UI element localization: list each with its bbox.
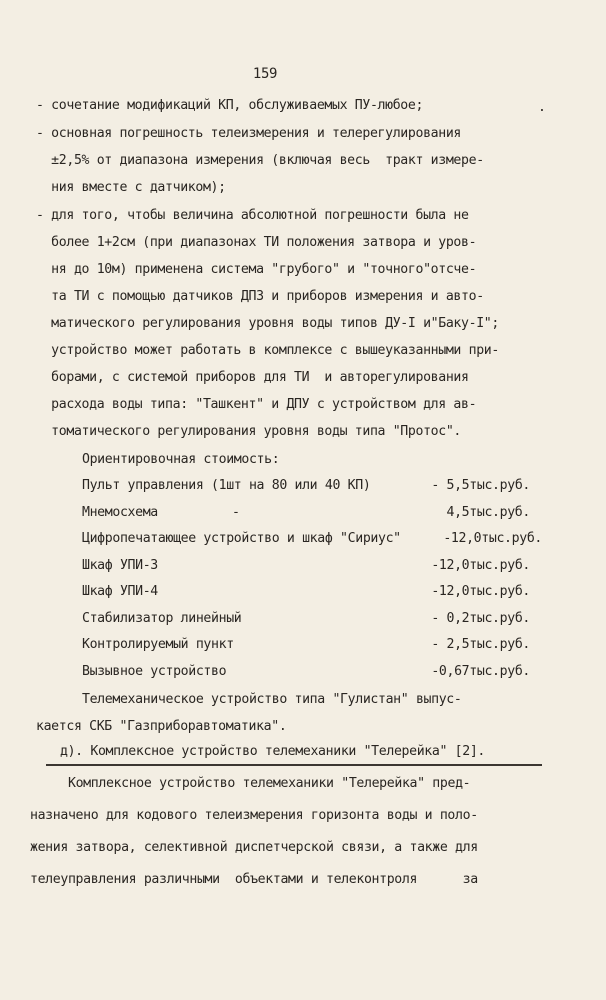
bullet-2-line-3: ния вместе с датчиком); (36, 180, 226, 195)
cost-dash: - (232, 505, 240, 520)
cost-row (82, 558, 542, 578)
cost-label: Мнемосхема (82, 505, 158, 520)
cost-row (82, 664, 542, 684)
bullet-1-line-1: - сочетание модификаций КП, обслуживаемых ПУ-любое; (36, 98, 424, 113)
bullet-3-line-8: расхода воды типа: "Ташкент" и ДПУ с устройством для ав- (36, 397, 477, 412)
bullet-2-line-2: ±2,5% от диапазона измерения (включая весь тракт измере- (36, 153, 484, 168)
cost-value: -0,67тыс.руб. (431, 664, 530, 679)
bullet-3-line-6: устройство может работать в комплексе с вышеуказанными при- (36, 343, 499, 358)
description-line-3: жения затвора, селективной диспетчерской связи, а также для (30, 840, 478, 855)
cost-label: Цифропечатающее устройство и шкаф "Сириус" (82, 531, 401, 546)
bullet-3-line-1: - для того, чтобы величина абсолютной погрешности была не (36, 208, 469, 223)
cost-row (82, 611, 542, 631)
cost-label: Шкаф УПИ-4 (82, 584, 158, 599)
cost-value: -12,0тыс.руб. (431, 584, 530, 599)
cost-row (82, 584, 542, 604)
description-line-4: телеуправления различными объектами и телеконтроля за (30, 872, 478, 887)
manufacturer-line-2: кается СКБ "Газприборавтоматика". (36, 719, 287, 734)
cost-value: - 0,2тыс.руб. (431, 611, 530, 626)
bullet-3-line-2: более 1+2см (при диапазонах ТИ положения затвора и уров- (36, 235, 477, 250)
cost-value: - 2,5тыс.руб. (431, 637, 530, 652)
bullet-3-line-7: борами, с системой приборов для ТИ и авторегулирования (36, 370, 469, 385)
section-heading: д). Комплексное устройство телемеханики "Телерейка" [2]. (60, 744, 486, 759)
cost-label: Вызывное устройство (82, 664, 227, 679)
cost-label: Шкаф УПИ-3 (82, 558, 158, 573)
cost-row (82, 478, 542, 498)
cost-label: Контролируемый пункт (82, 637, 234, 652)
cost-heading: Ориентировочная стоимость: (82, 452, 280, 467)
cost-value: -12,0тыс.руб. (443, 531, 542, 546)
page-number: 159 (252, 66, 278, 82)
manufacturer-line-1: Телемеханическое устройство типа "Гулистан" выпус- (82, 692, 462, 707)
description-line-2: назначено для кодового телеизмерения горизонта воды и поло- (30, 808, 478, 823)
section-underline (46, 764, 542, 766)
cost-value: 4,5тыс.руб. (446, 505, 530, 520)
cost-value: -12,0тыс.руб. (431, 558, 530, 573)
bullet-3-line-3: ня до 10м) применена система "грубого" и "точного"отсче- (36, 262, 477, 277)
bullet-2-line-1: - основная погрешность телеизмерения и телерегулирования (36, 126, 462, 141)
bullet-3-line-5: матического регулирования уровня воды типов ДУ-I и"Баку-I"; (36, 316, 499, 331)
description-line-1: Комплексное устройство телемеханики "Телерейка" пред- (68, 776, 471, 791)
cost-row (82, 505, 542, 525)
margin-dot: . (538, 100, 546, 115)
bullet-3-line-4: та ТИ с помощью датчиков ДПЗ и приборов измерения и авто- (36, 289, 484, 304)
cost-row (82, 637, 542, 657)
bullet-3-line-9: томатического регулирования уровня воды типа "Протос". (36, 424, 462, 439)
cost-label: Пульт управления (1шт на 80 или 40 КП) (82, 478, 371, 493)
cost-row (82, 531, 542, 551)
cost-label: Стабилизатор линейный (82, 611, 242, 626)
cost-value: - 5,5тыс.руб. (431, 478, 530, 493)
